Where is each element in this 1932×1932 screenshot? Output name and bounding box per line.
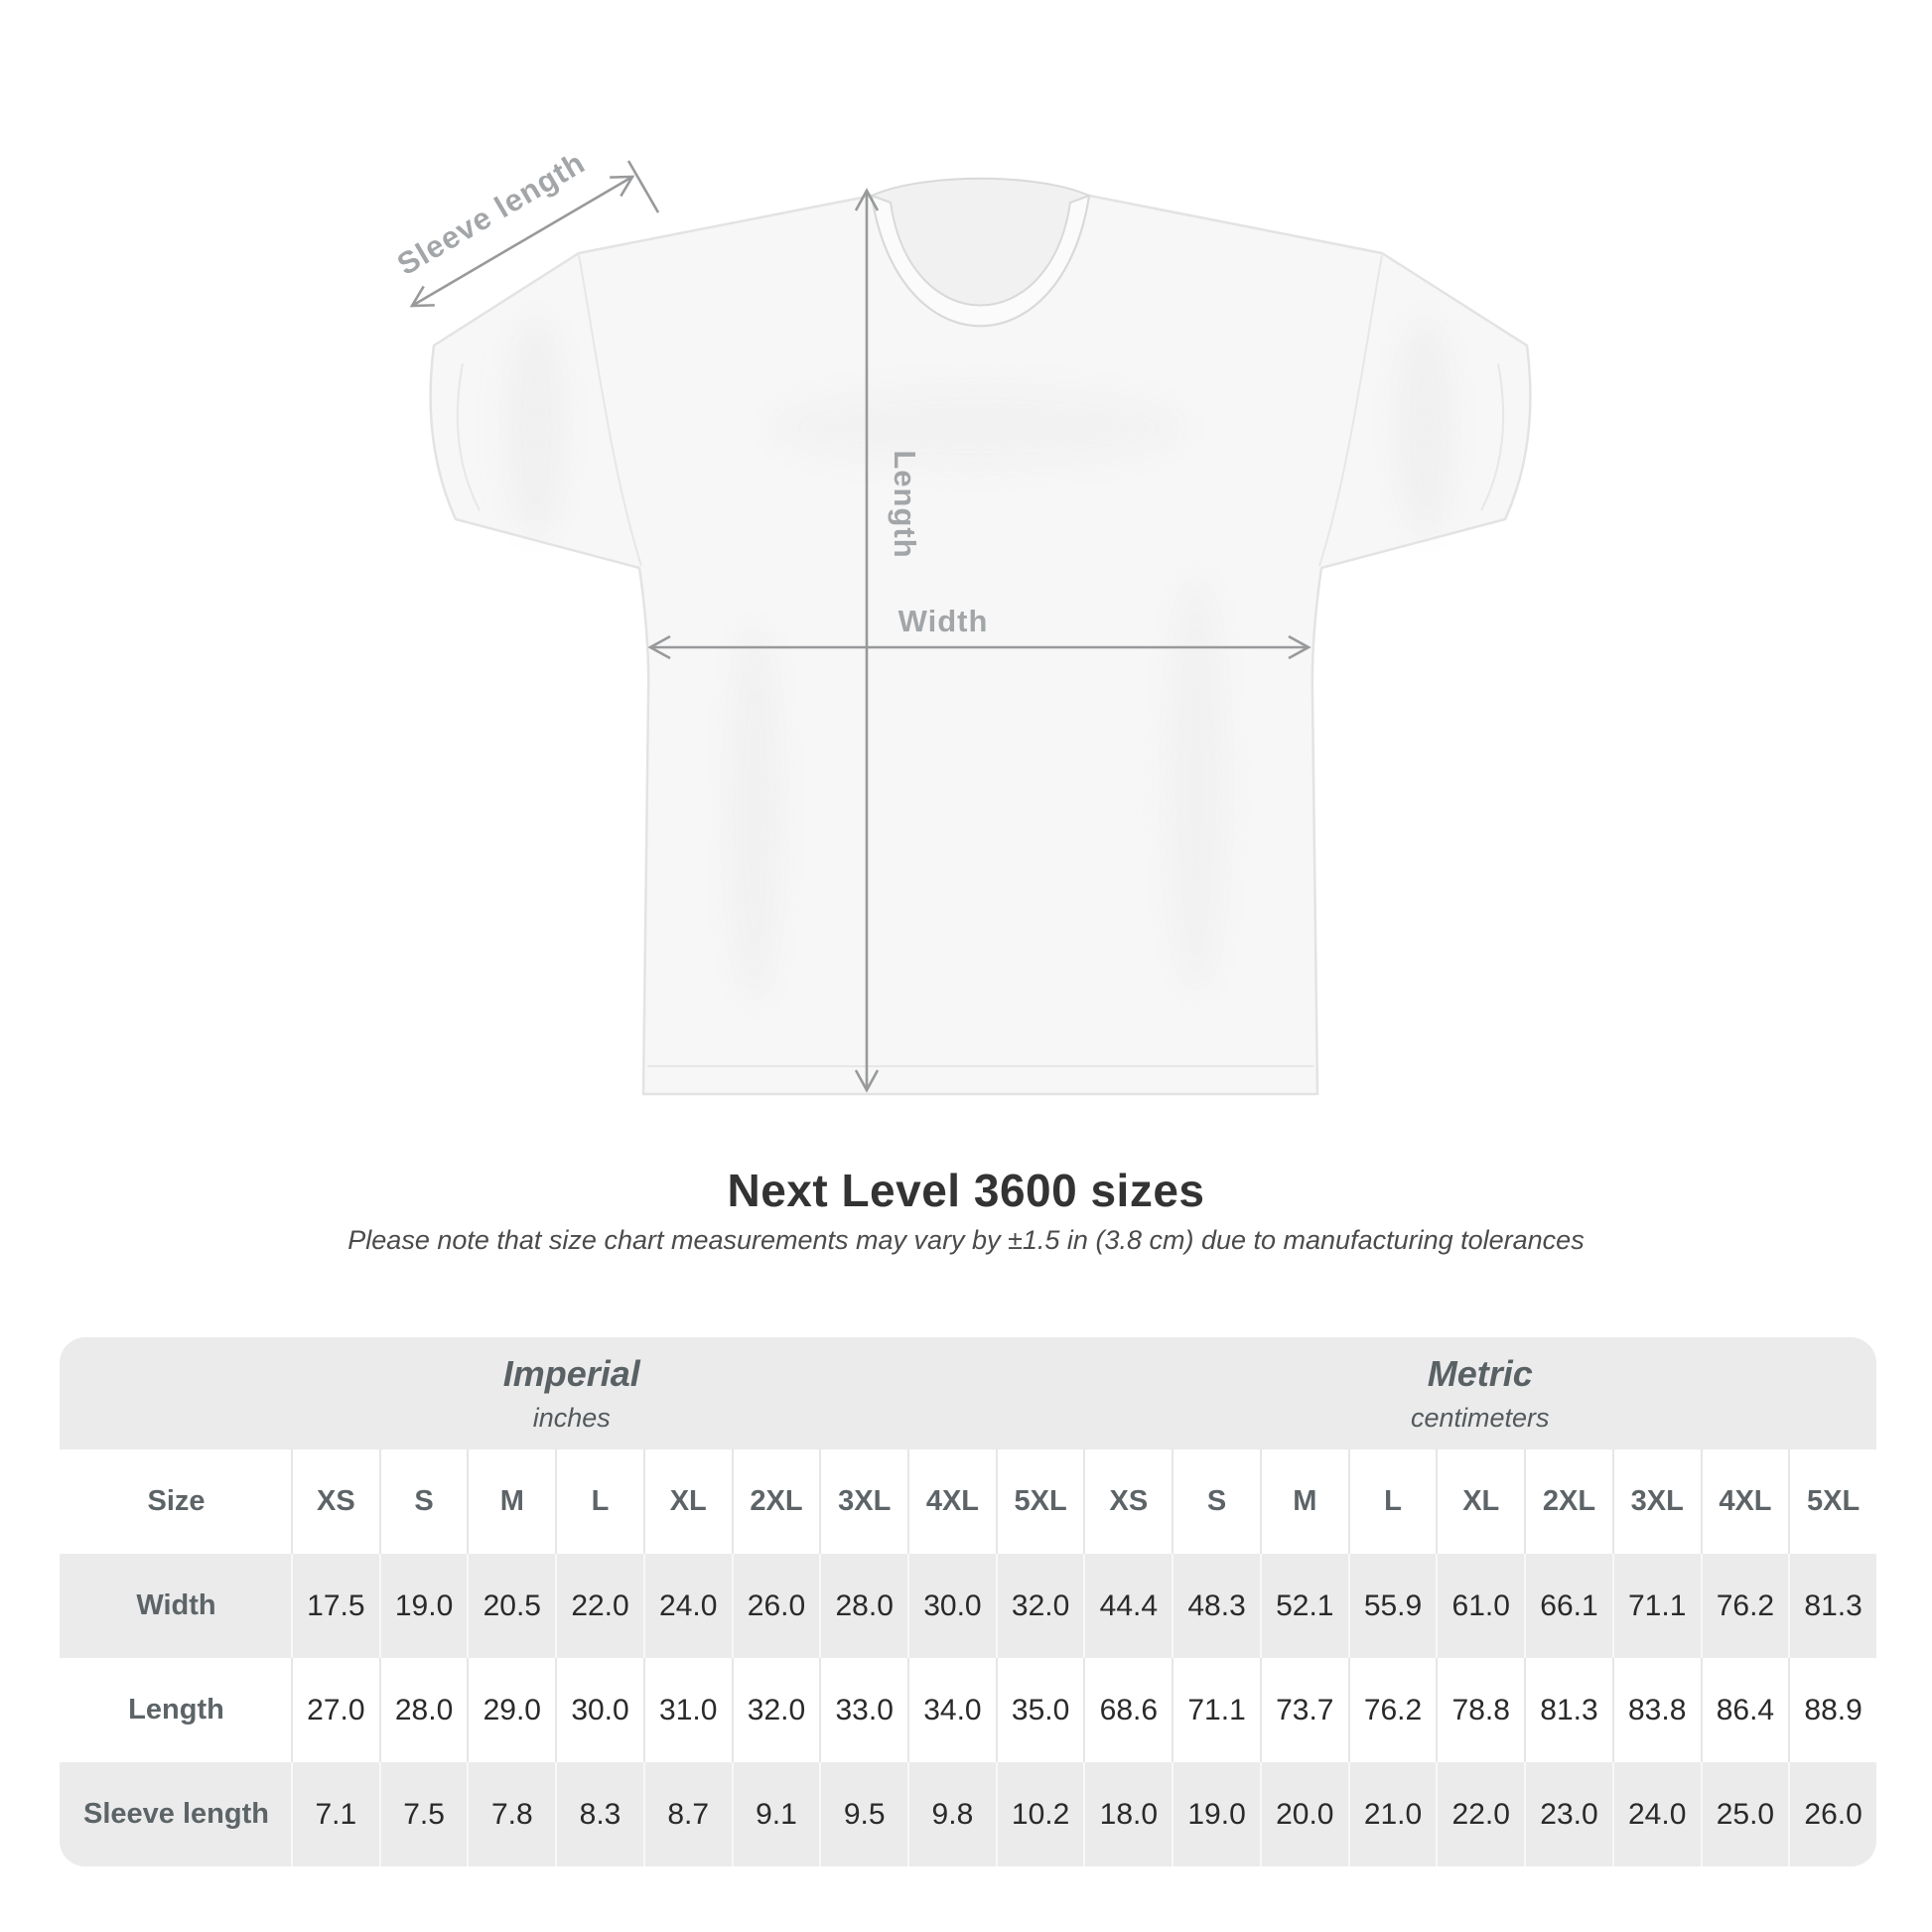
size-col-header: XS — [291, 1449, 379, 1554]
size-col-header: 4XL — [1701, 1449, 1789, 1554]
size-value-cell: 29.0 — [467, 1658, 555, 1762]
size-value-cell: 55.9 — [1348, 1554, 1437, 1658]
size-value-cell: 81.3 — [1788, 1554, 1876, 1658]
size-value-cell: 88.9 — [1788, 1658, 1876, 1762]
size-value-cell: 7.8 — [467, 1762, 555, 1866]
size-value-cell: 61.0 — [1436, 1554, 1524, 1658]
size-col-header: 3XL — [1612, 1449, 1701, 1554]
length-label: Length — [888, 450, 922, 559]
size-col-header: 4XL — [907, 1449, 996, 1554]
size-value-cell: 17.5 — [291, 1554, 379, 1658]
size-value-cell: 66.1 — [1524, 1554, 1612, 1658]
size-value-cell: 30.0 — [907, 1554, 996, 1658]
size-col-header: XS — [1083, 1449, 1172, 1554]
size-value-cell: 28.0 — [819, 1554, 907, 1658]
size-value-cell: 83.8 — [1612, 1658, 1701, 1762]
size-value-cell: 20.5 — [467, 1554, 555, 1658]
size-value-cell: 32.0 — [732, 1658, 820, 1762]
size-col-header: M — [1260, 1449, 1348, 1554]
size-value-cell: 48.3 — [1172, 1554, 1260, 1658]
size-value-cell: 21.0 — [1348, 1762, 1437, 1866]
size-value-cell: 19.0 — [1172, 1762, 1260, 1866]
size-value-cell: 9.1 — [732, 1762, 820, 1866]
size-value-cell: 76.2 — [1701, 1554, 1789, 1658]
size-value-cell: 33.0 — [819, 1658, 907, 1762]
size-value-cell: 24.0 — [1612, 1762, 1701, 1866]
page-title: Next Level 3600 sizes — [727, 1165, 1205, 1216]
row-label: Length — [60, 1658, 291, 1762]
size-value-cell: 71.1 — [1172, 1658, 1260, 1762]
size-col-header: 5XL — [996, 1449, 1084, 1554]
size-value-cell: 20.0 — [1260, 1762, 1348, 1866]
size-value-cell: 27.0 — [291, 1658, 379, 1762]
size-value-cell: 73.7 — [1260, 1658, 1348, 1762]
metric-group-header — [1083, 1337, 1876, 1449]
size-col-header: XL — [643, 1449, 732, 1554]
size-value-cell: 24.0 — [643, 1554, 732, 1658]
size-value-cell: 52.1 — [1260, 1554, 1348, 1658]
size-col-header: XL — [1436, 1449, 1524, 1554]
size-col-header: 2XL — [1524, 1449, 1612, 1554]
row-label: Sleeve length — [60, 1762, 291, 1866]
imperial-group-header — [60, 1337, 1083, 1449]
size-value-cell: 76.2 — [1348, 1658, 1437, 1762]
size-value-cell: 8.7 — [643, 1762, 732, 1866]
row-label: Width — [60, 1554, 291, 1658]
size-col-header: L — [555, 1449, 643, 1554]
size-value-cell: 35.0 — [996, 1658, 1084, 1762]
size-col-header: M — [467, 1449, 555, 1554]
size-value-cell: 10.2 — [996, 1762, 1084, 1866]
imperial-unit-label: inches — [532, 1403, 611, 1433]
size-value-cell: 7.5 — [379, 1762, 468, 1866]
size-value-cell: 86.4 — [1701, 1658, 1789, 1762]
size-value-cell: 28.0 — [379, 1658, 468, 1762]
metric-unit-label: centimeters — [1410, 1403, 1550, 1433]
size-col-header: S — [379, 1449, 468, 1554]
size-value-cell: 18.0 — [1083, 1762, 1172, 1866]
sleeve-length-label: Sleeve length — [391, 144, 592, 283]
size-col-header: 5XL — [1788, 1449, 1876, 1554]
size-value-cell: 30.0 — [555, 1658, 643, 1762]
size-value-cell: 19.0 — [379, 1554, 468, 1658]
size-col-header: S — [1172, 1449, 1260, 1554]
imperial-label: Imperial — [502, 1353, 640, 1394]
size-col-header: 2XL — [732, 1449, 820, 1554]
size-value-cell: 9.5 — [819, 1762, 907, 1866]
width-label: Width — [897, 604, 989, 638]
size-col-header: 3XL — [819, 1449, 907, 1554]
tshirt-body — [431, 196, 1531, 1094]
sleeve-extension-tick — [628, 161, 658, 212]
size-value-cell: 23.0 — [1524, 1762, 1612, 1866]
size-value-cell: 31.0 — [643, 1658, 732, 1762]
size-value-cell: 71.1 — [1612, 1554, 1701, 1658]
size-value-cell: 9.8 — [907, 1762, 996, 1866]
size-value-cell: 22.0 — [1436, 1762, 1524, 1866]
size-value-cell: 26.0 — [732, 1554, 820, 1658]
metric-label: Metric — [1427, 1353, 1533, 1394]
size-value-cell: 81.3 — [1524, 1658, 1612, 1762]
size-value-cell: 22.0 — [555, 1554, 643, 1658]
size-value-cell: 78.8 — [1436, 1658, 1524, 1762]
page-subtitle: Please note that size chart measurements may vary by ±1.5 in (3.8 cm) due to manufacturing tolerances — [347, 1225, 1585, 1255]
size-value-cell: 32.0 — [996, 1554, 1084, 1658]
size-table — [60, 1337, 1876, 1866]
size-value-cell: 25.0 — [1701, 1762, 1789, 1866]
size-column-title: Size — [60, 1449, 291, 1554]
size-value-cell: 34.0 — [907, 1658, 996, 1762]
size-value-cell: 26.0 — [1788, 1762, 1876, 1866]
size-col-header: L — [1348, 1449, 1437, 1554]
size-value-cell: 44.4 — [1083, 1554, 1172, 1658]
size-value-cell: 8.3 — [555, 1762, 643, 1866]
size-value-cell: 7.1 — [291, 1762, 379, 1866]
size-value-cell: 68.6 — [1083, 1658, 1172, 1762]
